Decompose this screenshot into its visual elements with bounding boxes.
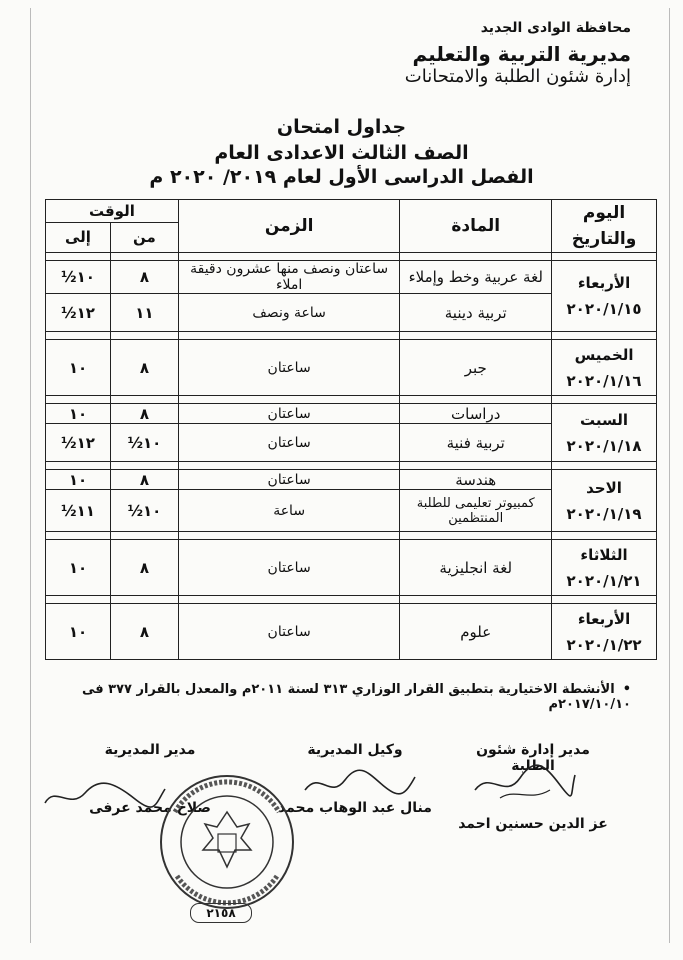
exam-schedule-table bbox=[45, 199, 657, 660]
from-cell: ١٠½ bbox=[110, 490, 178, 532]
header-time: الوقت bbox=[46, 200, 179, 223]
to-cell: ١٠½ bbox=[46, 261, 111, 294]
day-name: الاحد bbox=[586, 478, 622, 497]
to-cell: ١٠ bbox=[46, 340, 111, 396]
signature-name: منال عبد الوهاب محمد bbox=[278, 800, 432, 816]
duration-cell: ساعتان bbox=[178, 340, 400, 396]
day-name: الثلاثاء bbox=[580, 545, 628, 564]
from-cell: ٨ bbox=[110, 604, 178, 660]
subject-cell: تربية فنية bbox=[400, 424, 552, 462]
day-date: ٢٠٢٠/١/١٩ bbox=[566, 504, 642, 523]
table-row bbox=[46, 340, 657, 396]
to-cell: ١٢½ bbox=[46, 294, 111, 332]
header-to: إلى bbox=[46, 222, 111, 252]
from-cell: ٨ bbox=[110, 404, 178, 424]
duration-cell: ساعتان bbox=[178, 540, 400, 596]
subject-cell: علوم bbox=[400, 604, 552, 660]
duration-cell: ساعتان bbox=[178, 404, 400, 424]
signature-name: صلاح محمد عرفى bbox=[89, 800, 211, 816]
day-name: الأربعاء bbox=[577, 274, 631, 292]
to-cell: ١٠ bbox=[46, 404, 111, 424]
table-row bbox=[46, 604, 657, 660]
duration-cell: ساعة bbox=[178, 490, 400, 532]
day-date: ٢٠٢٠/١/١٨ bbox=[566, 436, 642, 455]
from-cell: ٨ bbox=[110, 470, 178, 490]
to-cell: ١٠ bbox=[46, 470, 111, 490]
governorate-header: محافظة الوادى الجديد bbox=[480, 20, 631, 36]
day-cell bbox=[552, 540, 657, 596]
from-cell: ٨ bbox=[110, 540, 178, 596]
directorate-header: مديرية التربية والتعليم bbox=[412, 42, 631, 66]
department-header: إدارة شئون الطلبة والامتحانات bbox=[404, 66, 631, 87]
subject-cell: دراسات bbox=[400, 404, 552, 424]
day-date: ٢٠٢٠/١/١٥ bbox=[566, 300, 642, 318]
to-cell: ١٢½ bbox=[46, 424, 111, 462]
official-stamp-icon bbox=[155, 772, 300, 912]
subject-cell: تربية دينية bbox=[400, 294, 552, 332]
from-cell: ١٠½ bbox=[110, 424, 178, 462]
subject-cell: جبر bbox=[400, 340, 552, 396]
signature-name: عز الدين حسنين احمد bbox=[458, 816, 608, 832]
table-row bbox=[46, 261, 657, 294]
duration-cell: ساعتان bbox=[178, 424, 400, 462]
term-title: الفصل الدراسى الأول لعام ٢٠١٩/ ٢٠٢٠ م bbox=[149, 166, 534, 188]
header-subject: المادة bbox=[400, 200, 552, 253]
duration-cell: ساعتان bbox=[178, 470, 400, 490]
duration-cell: ساعتان ونصف منها عشرون دقيقة املاء bbox=[178, 261, 400, 294]
to-cell: ١٠ bbox=[46, 540, 111, 596]
handwritten-signature-icon bbox=[40, 775, 170, 815]
signature-role: مدير إدارة شئون الطلبة bbox=[476, 742, 590, 774]
handwritten-signature-icon bbox=[470, 760, 580, 805]
header-day: اليوم والتاريخ bbox=[552, 200, 657, 253]
day-date: ٢٠٢٠/١/٢٢ bbox=[566, 635, 642, 654]
table-row bbox=[46, 404, 657, 424]
doc-title: جداول امتحان bbox=[276, 116, 407, 138]
to-cell: ١١½ bbox=[46, 490, 111, 532]
activities-note: • الأنشطة الاختيارية بتطبيق القرار الوزاري ٣١٣ لسنة ٢٠١١م والمعدل بالقرار ٣٧٧ فى ٢٠١٧/١٠/١٠م bbox=[41, 682, 631, 712]
day-date: ٢٠٢٠/١/٢١ bbox=[566, 571, 642, 590]
day-name: الخميس bbox=[574, 345, 634, 364]
table-row bbox=[46, 470, 657, 490]
duration-cell: ساعة ونصف bbox=[178, 294, 400, 332]
stamp-number: ٢١٥٨ bbox=[190, 903, 252, 923]
day-cell bbox=[552, 604, 657, 660]
grade-title: الصف الثالث الاعدادى العام bbox=[214, 142, 469, 164]
header-from: من bbox=[110, 222, 178, 252]
day-cell bbox=[552, 470, 657, 532]
from-cell: ١١ bbox=[110, 294, 178, 332]
day-cell bbox=[552, 404, 657, 462]
signature-role: وكيل المديرية bbox=[307, 742, 403, 758]
signature-role: مدير المديرية bbox=[104, 742, 196, 758]
to-cell: ١٠ bbox=[46, 604, 111, 660]
day-cell bbox=[552, 340, 657, 396]
handwritten-signature-icon bbox=[300, 765, 420, 805]
from-cell: ٨ bbox=[110, 340, 178, 396]
duration-cell: ساعتان bbox=[178, 604, 400, 660]
subject-cell: لغة عربية وخط وإملاء bbox=[400, 261, 552, 294]
day-cell bbox=[552, 261, 657, 332]
table-row bbox=[46, 540, 657, 596]
day-name: السبت bbox=[580, 410, 629, 429]
header-duration: الزمن bbox=[178, 200, 400, 253]
from-cell: ٨ bbox=[110, 261, 178, 294]
day-date: ٢٠٢٠/١/١٦ bbox=[566, 371, 642, 390]
subject-cell: كمبيوتر تعليمى للطلبة المنتظمين bbox=[400, 490, 552, 532]
subject-cell: لغة انجليزية bbox=[400, 540, 552, 596]
subject-cell: هندسة bbox=[400, 470, 552, 490]
day-name: الأربعاء bbox=[577, 609, 631, 628]
